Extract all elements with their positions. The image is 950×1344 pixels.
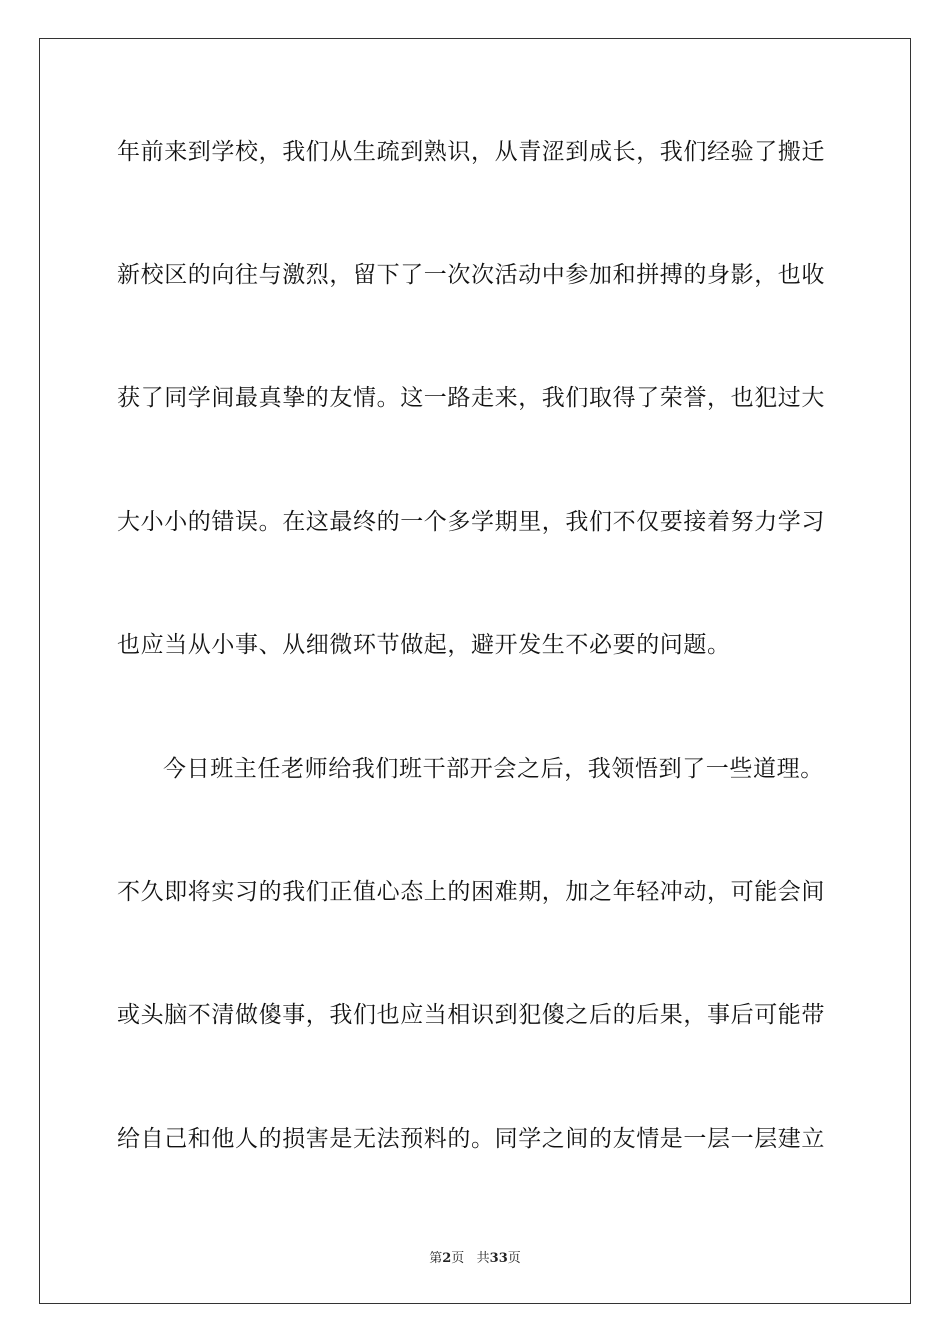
text-line-4: 大小小的错误。在这最终的一个多学期里，我们不仅要接着努力学习	[117, 509, 825, 535]
page-footer	[0, 1247, 950, 1266]
text-line-5: 也应当从小事、从细微环节做起，避开发生不必要的问题。	[117, 632, 731, 658]
page-border	[39, 38, 911, 1304]
footer-middle: 页 共	[451, 1251, 490, 1266]
footer-suffix: 页	[507, 1251, 521, 1266]
text-line-3: 获了同学间最真挚的友情。这一路走来，我们取得了荣誉，也犯过大	[117, 385, 825, 411]
text-line-1: 年前来到学校，我们从生疏到熟识，从青涩到成长，我们经验了搬迁	[117, 139, 825, 165]
text-line-6-paragraph-start: 今日班主任老师给我们班干部开会之后，我领悟到了一些道理。	[163, 756, 824, 782]
current-page-number: 2	[442, 1251, 452, 1266]
text-line-9: 给自己和他人的损害是无法预料的。同学之间的友情是一层一层建立	[117, 1126, 825, 1152]
text-line-2: 新校区的向往与激烈，留下了一次次活动中参加和拼搏的身影，也收	[117, 262, 825, 288]
footer-prefix: 第	[429, 1251, 443, 1266]
text-line-8: 或头脑不清做傻事，我们也应当相识到犯傻之后的后果，事后可能带	[117, 1002, 825, 1028]
text-line-7: 不久即将实习的我们正值心态上的困难期，加之年轻冲动，可能会间	[117, 879, 825, 905]
total-page-count: 33	[489, 1251, 508, 1266]
